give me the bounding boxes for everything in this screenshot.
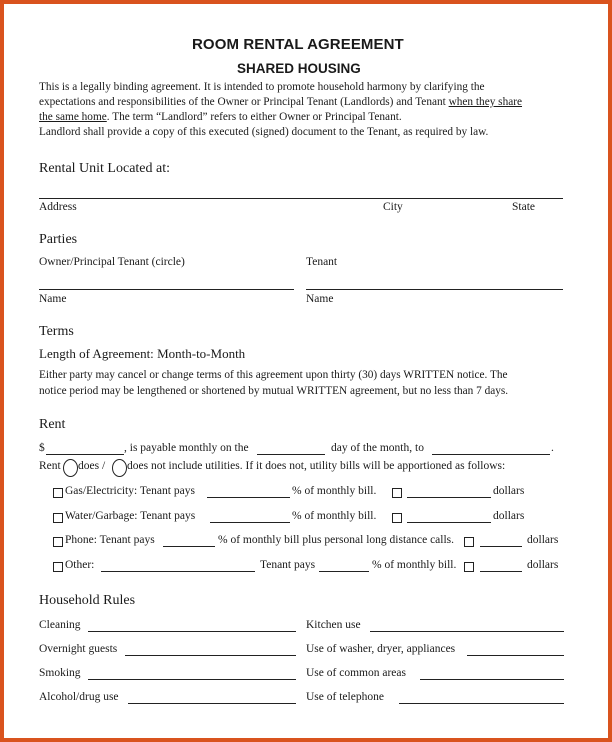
gas-electricity-dollars: dollars	[493, 485, 525, 497]
gas-electricity-pct-line[interactable]	[207, 497, 290, 498]
gas-electricity-pct-text: % of monthly bill.	[292, 485, 377, 497]
parties-heading: Parties	[39, 232, 78, 247]
rule-smoking-label: Smoking	[39, 667, 81, 679]
rule-telephone-label: Use of telephone	[306, 691, 384, 703]
rent-payee-line[interactable]	[432, 454, 550, 455]
gas-electricity-label: Gas/Electricity: Tenant pays	[65, 485, 195, 497]
water-garbage-dollars-checkbox[interactable]	[392, 513, 402, 523]
tenant-label: Tenant	[306, 256, 338, 268]
tenant-name-line[interactable]	[306, 289, 563, 290]
phone-pct-line[interactable]	[163, 546, 215, 547]
does-circle-option[interactable]	[63, 459, 78, 477]
intro-line-4: Landlord shall provide a copy of this executed (signed) document to the Tenant, as required by law.	[39, 126, 489, 138]
phone-label: Phone: Tenant pays	[65, 534, 155, 546]
water-garbage-label: Water/Garbage: Tenant pays	[65, 510, 196, 522]
rule-smoking-line[interactable]	[88, 679, 296, 680]
other-description-line[interactable]	[101, 571, 255, 572]
gas-electricity-checkbox[interactable]	[53, 488, 63, 498]
does-text: does /	[78, 460, 106, 472]
dollar-sign: $	[39, 442, 45, 454]
gas-electricity-dollars-checkbox[interactable]	[392, 488, 402, 498]
rule-kitchen-label: Kitchen use	[306, 619, 361, 631]
rule-cleaning-line[interactable]	[88, 631, 296, 632]
other-dollars-checkbox[interactable]	[464, 562, 474, 572]
terms-line-1: Either party may cancel or change terms of this agreement upon thirty (30) days WRITTEN notice. The	[39, 369, 508, 381]
water-garbage-dollars-line[interactable]	[407, 522, 491, 523]
intro-line-3: the same home. The term “Landlord” refers to either Owner or Principal Tenant.	[39, 111, 402, 123]
rent-amount-line[interactable]	[46, 454, 124, 455]
payable-text: , is payable monthly on the	[124, 442, 249, 454]
other-dollars: dollars	[527, 559, 559, 571]
rule-common-areas-label: Use of common areas	[306, 667, 406, 679]
water-garbage-dollars: dollars	[493, 510, 525, 522]
rental-unit-heading: Rental Unit Located at:	[39, 161, 171, 176]
rule-cleaning-label: Cleaning	[39, 619, 81, 631]
day-of-month-text: day of the month, to	[331, 442, 424, 454]
rule-overnight-label: Overnight guests	[39, 643, 118, 655]
owner-name-line[interactable]	[39, 289, 294, 290]
phone-dollars-line[interactable]	[480, 546, 522, 547]
water-garbage-pct-text: % of monthly bill.	[292, 510, 377, 522]
other-tenant-pays: Tenant pays	[260, 559, 316, 571]
rent-day-line[interactable]	[257, 454, 325, 455]
rule-kitchen-line[interactable]	[370, 631, 564, 632]
does-not-circle-option[interactable]	[112, 459, 127, 477]
water-garbage-checkbox[interactable]	[53, 513, 63, 523]
rule-washer-line[interactable]	[467, 655, 564, 656]
other-pct-text: % of monthly bill.	[372, 559, 457, 571]
phone-pct-text: % of monthly bill plus personal long distance calls.	[218, 534, 455, 546]
length-of-agreement: Length of Agreement: Month-to-Month	[39, 346, 246, 361]
document-title: ROOM RENTAL AGREEMENT	[192, 36, 404, 53]
phone-dollars-checkbox[interactable]	[464, 537, 474, 547]
address-field-line[interactable]	[39, 198, 563, 199]
city-label: City	[383, 201, 403, 213]
tenant-name-label: Name	[306, 293, 334, 305]
payee-period: .	[551, 442, 554, 454]
household-rules-heading: Household Rules	[39, 593, 136, 608]
other-dollars-line[interactable]	[480, 571, 522, 572]
phone-checkbox[interactable]	[53, 537, 63, 547]
terms-heading: Terms	[39, 324, 74, 339]
rule-common-areas-line[interactable]	[420, 679, 564, 680]
address-label: Address	[39, 201, 77, 213]
rule-telephone-line[interactable]	[399, 703, 564, 704]
other-checkbox[interactable]	[53, 562, 63, 572]
other-pct-line[interactable]	[319, 571, 369, 572]
does-not-text: does not include utilities. If it does not, utility bills will be apportioned as follows:	[127, 460, 506, 472]
terms-line-2: notice period may be lengthened or shortened by mutual WRITTEN agreement, but no less than 7 days.	[39, 385, 509, 397]
rent-heading: Rent	[39, 417, 66, 432]
owner-name-label: Name	[39, 293, 67, 305]
intro-line-2: expectations and responsibilities of the Owner or Principal Tenant (Landlords) and Tenant when they share	[39, 96, 523, 108]
phone-dollars: dollars	[527, 534, 559, 546]
water-garbage-pct-line[interactable]	[210, 522, 290, 523]
document-subtitle: SHARED HOUSING	[237, 61, 361, 76]
owner-label: Owner/Principal Tenant (circle)	[39, 256, 185, 268]
rule-alcohol-line[interactable]	[128, 703, 296, 704]
gas-electricity-dollars-line[interactable]	[407, 497, 491, 498]
other-label: Other:	[65, 559, 95, 571]
state-label: State	[512, 201, 535, 213]
rule-alcohol-label: Alcohol/drug use	[39, 691, 119, 703]
rule-overnight-line[interactable]	[125, 655, 296, 656]
rule-washer-label: Use of washer, dryer, appliances	[306, 643, 456, 655]
intro-line-1: This is a legally binding agreement. It is intended to promote household harmony by clarifying the	[39, 81, 485, 93]
rent-word: Rent	[39, 460, 61, 472]
